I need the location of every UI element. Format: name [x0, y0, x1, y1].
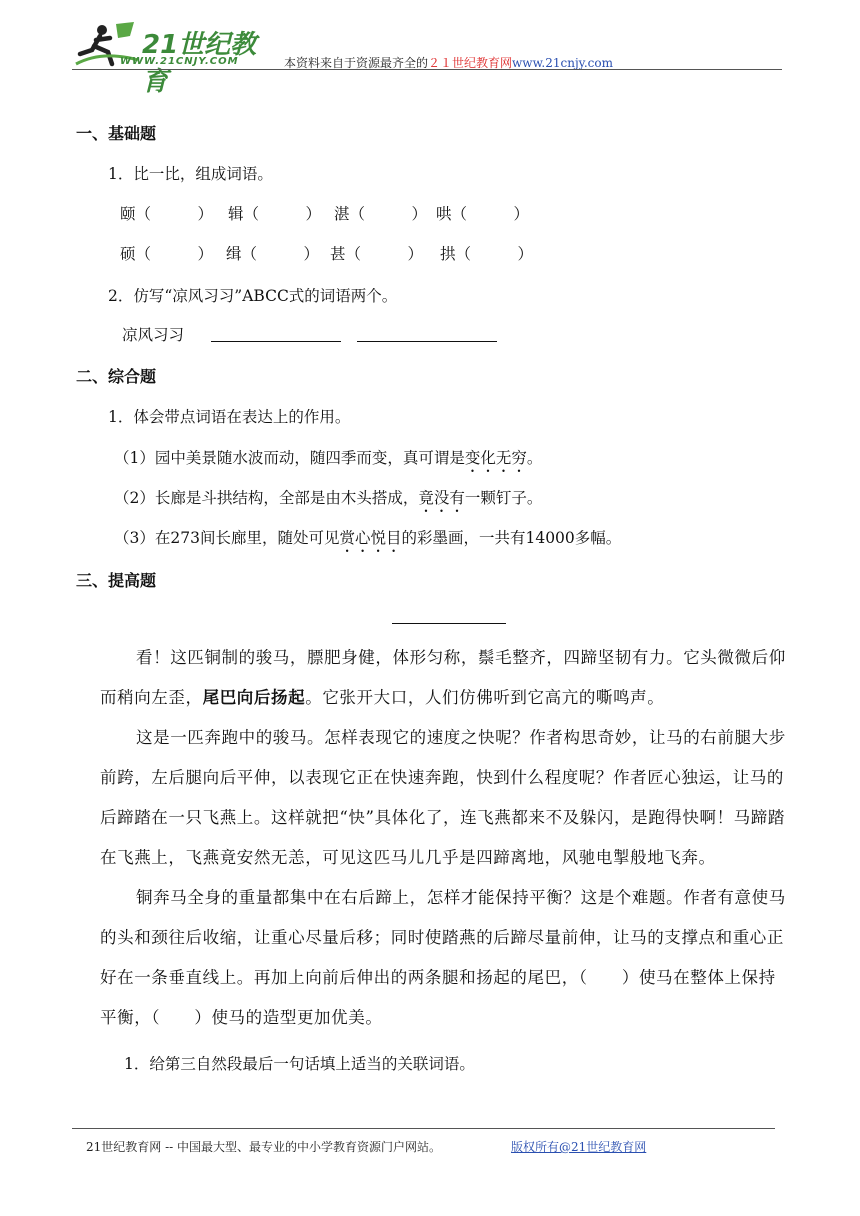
footer-text: 21世纪教育网 -- 中国最大型、最专业的中小学教育资源门户网站。	[86, 1140, 442, 1154]
section1-title: 一、基础题	[76, 124, 157, 143]
passage-paragraph-1: 看！这匹铜制的骏马，膘肥身健，体形匀称，鬃毛整齐，四蹄坚韧有力。它头微微后仰而稍向左歪，尾巴向后扬起。它张开大口，人们仿佛听到它高亢的嘶鸣声。	[100, 648, 786, 707]
s2-dotted-word-2: 竟没有	[418, 489, 465, 507]
s3-question-1: 1．给第三自然段最后一句话填上适当的关联词语。	[124, 1055, 475, 1073]
s2-sentence-1: （1）园中美景随水波而动，随四季而变，真可谓是变化无穷。	[114, 449, 543, 467]
s1-example-word: 凉风习习	[122, 326, 185, 344]
answer-line-1[interactable]	[211, 341, 341, 342]
section2-title: 二、综合题	[76, 367, 157, 386]
logo-text: 21世纪教育	[142, 30, 257, 97]
passage-bold-phrase: 尾巴向后扬起	[202, 688, 306, 707]
s1-row2-item2: 缉（ ）	[226, 245, 320, 263]
header-site-name[interactable]: ２１世纪教育网	[428, 56, 513, 70]
answer-line-2[interactable]	[357, 341, 497, 342]
logo	[72, 20, 262, 97]
s1-row1-item2: 辑（ ）	[228, 205, 322, 223]
passage-paragraph-2: 这是一匹奔跑中的骏马。怎样表现它的速度之快呢？作者构思奇妙，让马的右前腿大步前跨，左后腿向后平伸，以表现它正在快速奔跑，快到什么程度呢？作者匠心独运，让马的后蹄踏在一只飞燕上。这样就把“快”具体化了，连飞燕都来不及躲闪，是跑得快啊！马蹄踏在飞燕上，飞燕竟安然无恙，可见这匹马儿几乎是四蹄离地，风驰电掣般地飞奔。	[100, 728, 786, 867]
s1-row1-item4: 哄（ ）	[436, 205, 530, 223]
section3-title: 三、提高题	[76, 571, 157, 590]
footer-divider	[72, 1128, 775, 1129]
s1-question-2: 2．仿写“凉风习习”ABCC式的词语两个。	[108, 287, 398, 305]
s1-row2-item1: 硕（ ）	[120, 245, 214, 263]
header-note: 本资料来自于资源最齐全的２１世纪教育网www.21cnjy.com	[284, 56, 613, 70]
passage-paragraph-3: 铜奔马全身的重量都集中在右后蹄上，怎样才能保持平衡？这是个难题。作者有意使马的头和颈往后收缩，让重心尽量后移；同时使踏燕的后蹄尽量前伸，让马的支撑点和重心正好在一条垂直线上。再加上向前后伸出的两条腿和扬起的尾巴，（ ）使马在整体上保持平衡，（ ）使马的造型更加优美。	[100, 888, 786, 1027]
s2-sentence-3: （3）在273间长廊里，随处可见赏心悦目的彩墨画，一共有14000多幅。	[114, 529, 622, 547]
s2-dotted-word-1: 变化无穷	[464, 449, 527, 467]
s2-sentence-2: （2）长廊是斗拱结构，全部是由木头搭成，竟没有一颗钉子。	[114, 489, 543, 507]
s2-question-1: 1．体会带点词语在表达上的作用。	[108, 408, 351, 426]
title-answer-line[interactable]	[392, 623, 506, 624]
s1-row2-item4: 拱（ ）	[440, 245, 534, 263]
header-divider	[72, 69, 782, 70]
s1-row1-item1: 颐（ ）	[120, 205, 214, 223]
logo-url: WWW.21CNJY.COM	[120, 56, 239, 67]
s2-dotted-word-3: 赏心悦目	[339, 529, 402, 547]
header-site-url[interactable]: www.21cnjy.com	[512, 56, 613, 70]
s1-row1-item3: 湛（ ）	[334, 205, 428, 223]
s1-row2-item3: 甚（ ）	[330, 245, 424, 263]
footer-copyright-link[interactable]: 版权所有@21世纪教育网	[511, 1140, 647, 1154]
s1-question-1: 1．比一比，组成词语。	[108, 165, 273, 183]
